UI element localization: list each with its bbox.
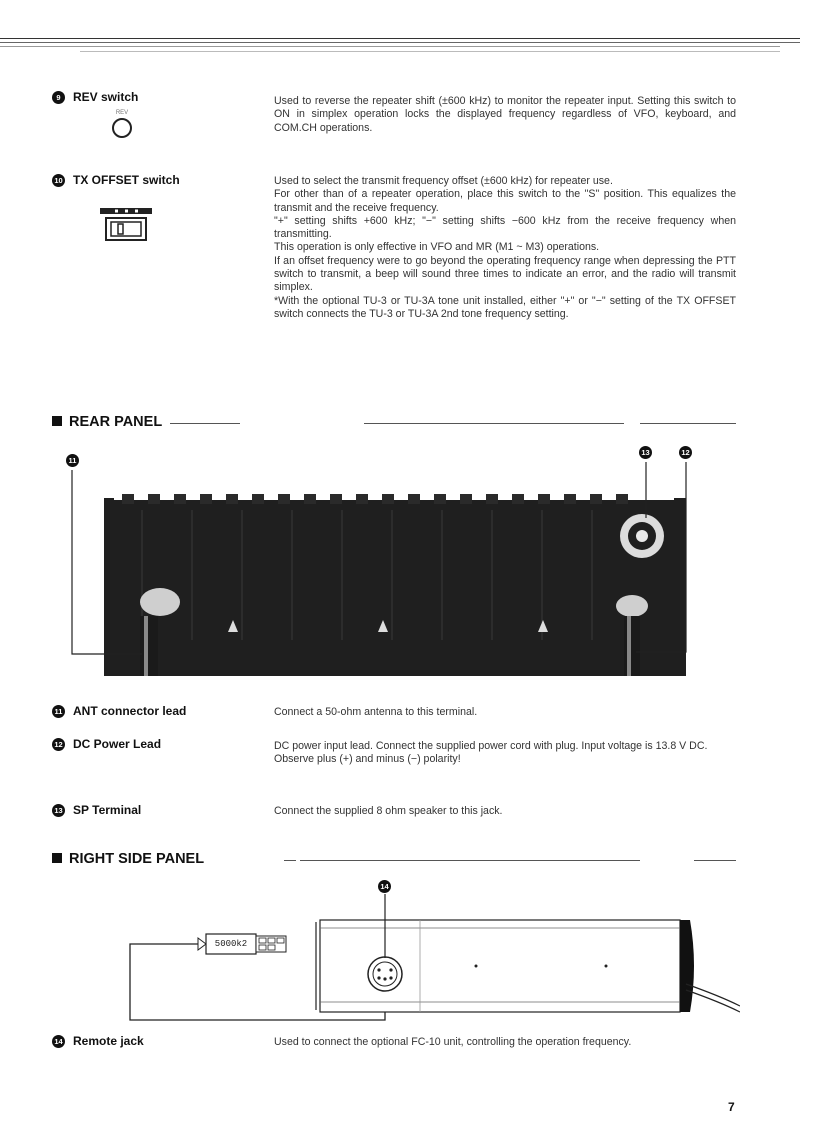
tx-desc-p2: For other than of a repeater operation, place this switch to the "S" position. This equalizes the transmit and the receive frequency.: [274, 188, 736, 214]
tx-offset-switch-illustration: [100, 207, 152, 243]
rev-button-circle: [112, 118, 132, 138]
dc-desc-p2: Observe plus (+) and minus (−) polarity!: [274, 753, 461, 766]
dc-desc-p1: DC power input lead. Connect the supplied power cord with plug. Input voltage is 13.8 V DC.: [274, 740, 708, 752]
tx-offset-heading: [52, 173, 180, 187]
rev-switch-description: [274, 95, 736, 135]
slide-switch-icon: [100, 207, 152, 243]
dc-lead-description: [274, 740, 736, 767]
rev-icon-label: REV: [115, 110, 129, 116]
callout-number: 14: [52, 1035, 65, 1048]
remote-jack-title: Remote jack: [73, 1034, 144, 1048]
tx-desc-p4: This operation is only effective in VFO and MR (M1 ~ M3) operations.: [274, 241, 600, 254]
ant-lead-title: ANT connector lead: [73, 704, 187, 718]
fc10-display-readout: 5000k2: [214, 939, 248, 949]
tx-desc-p6: *With the optional TU-3 or TU-3A tone unit installed, either "+" or "−" setting of the TX OFFSET switch connects the TU-3 or TU-3A 2nd tone frequency setting.: [274, 294, 736, 320]
ant-desc-p1: Connect a 50-ohm antenna to this terminal.: [274, 706, 478, 718]
callout-dc: 12: [679, 446, 692, 459]
dc-lead-title: DC Power Lead: [73, 737, 162, 751]
callout-number: 10: [52, 174, 65, 187]
side-panel-illustration: [120, 872, 740, 1032]
header-rule-2: [0, 42, 800, 43]
remote-desc-p1: Used to connect the optional FC-10 unit, controlling the operation frequency.: [274, 1036, 632, 1048]
callout-sp: 13: [639, 446, 652, 459]
tx-desc-p1: Used to select the transmit frequency offset (±600 kHz) for repeater use.: [274, 175, 613, 187]
rear-panel-title: REAR PANEL: [69, 414, 163, 430]
section-bullet-icon: [52, 853, 62, 863]
right-side-panel-title: RIGHT SIDE PANEL: [69, 851, 205, 867]
tx-offset-description: [274, 175, 736, 321]
side-panel-rule-c: [694, 860, 736, 861]
callout-remote: 14: [378, 880, 391, 893]
right-side-panel-figure: [120, 872, 740, 1032]
rev-switch-title: REV switch: [73, 90, 139, 104]
remote-jack-description: [274, 1036, 736, 1049]
tx-offset-title: TX OFFSET switch: [73, 173, 180, 187]
section-bullet-icon: [52, 416, 62, 426]
header-rule-1: [0, 38, 800, 39]
callout-number: 12: [52, 738, 65, 751]
rear-panel-illustration: [52, 440, 742, 680]
ant-lead-heading: [52, 704, 186, 718]
rev-switch-heading: [52, 90, 138, 104]
dc-lead-heading: [52, 737, 161, 751]
tx-desc-p5: If an offset frequency were to go beyond the operating frequency range when depressing the PTT switch to transmit, a beep will sound three times to indicate an error, and the radio will transmit simplex.: [274, 254, 736, 294]
callout-number: 11: [52, 705, 65, 718]
sp-terminal-heading: [52, 803, 141, 817]
header-rule-3: [0, 46, 780, 47]
tx-desc-p3: "+" setting shifts +600 kHz; "−" setting shifts −600 kHz from the receive frequency when transmitting.: [274, 214, 736, 241]
rear-panel-rule-b: [364, 423, 624, 424]
rear-panel-rule-c: [640, 423, 736, 424]
rear-panel-figure: [52, 440, 742, 680]
sp-terminal-description: [274, 805, 736, 818]
callout-number: 13: [52, 804, 65, 817]
remote-jack-heading: [52, 1034, 144, 1048]
rear-panel-heading: [52, 414, 162, 430]
sp-desc-p1: Connect the supplied 8 ohm speaker to this jack.: [274, 805, 503, 817]
side-panel-rule-a: [284, 860, 296, 861]
rev-desc-p1: Used to reverse the repeater shift (±600 kHz) to monitor the repeater input. Setting this switch to ON in simplex operation locks the displayed frequency regardless of VFO, keyboard, and COM.CH operations.: [274, 95, 736, 134]
header-rule-4: [80, 51, 780, 52]
sp-terminal-title: SP Terminal: [73, 803, 142, 817]
side-panel-rule-b: [300, 860, 640, 861]
rev-switch-icon: [109, 110, 149, 146]
callout-number: 9: [52, 91, 65, 104]
rear-panel-rule-a: [170, 423, 240, 424]
right-side-panel-heading: [52, 851, 204, 867]
callout-ant: 11: [66, 454, 79, 467]
page-number: 7: [728, 1100, 735, 1114]
ant-lead-description: [274, 706, 736, 719]
